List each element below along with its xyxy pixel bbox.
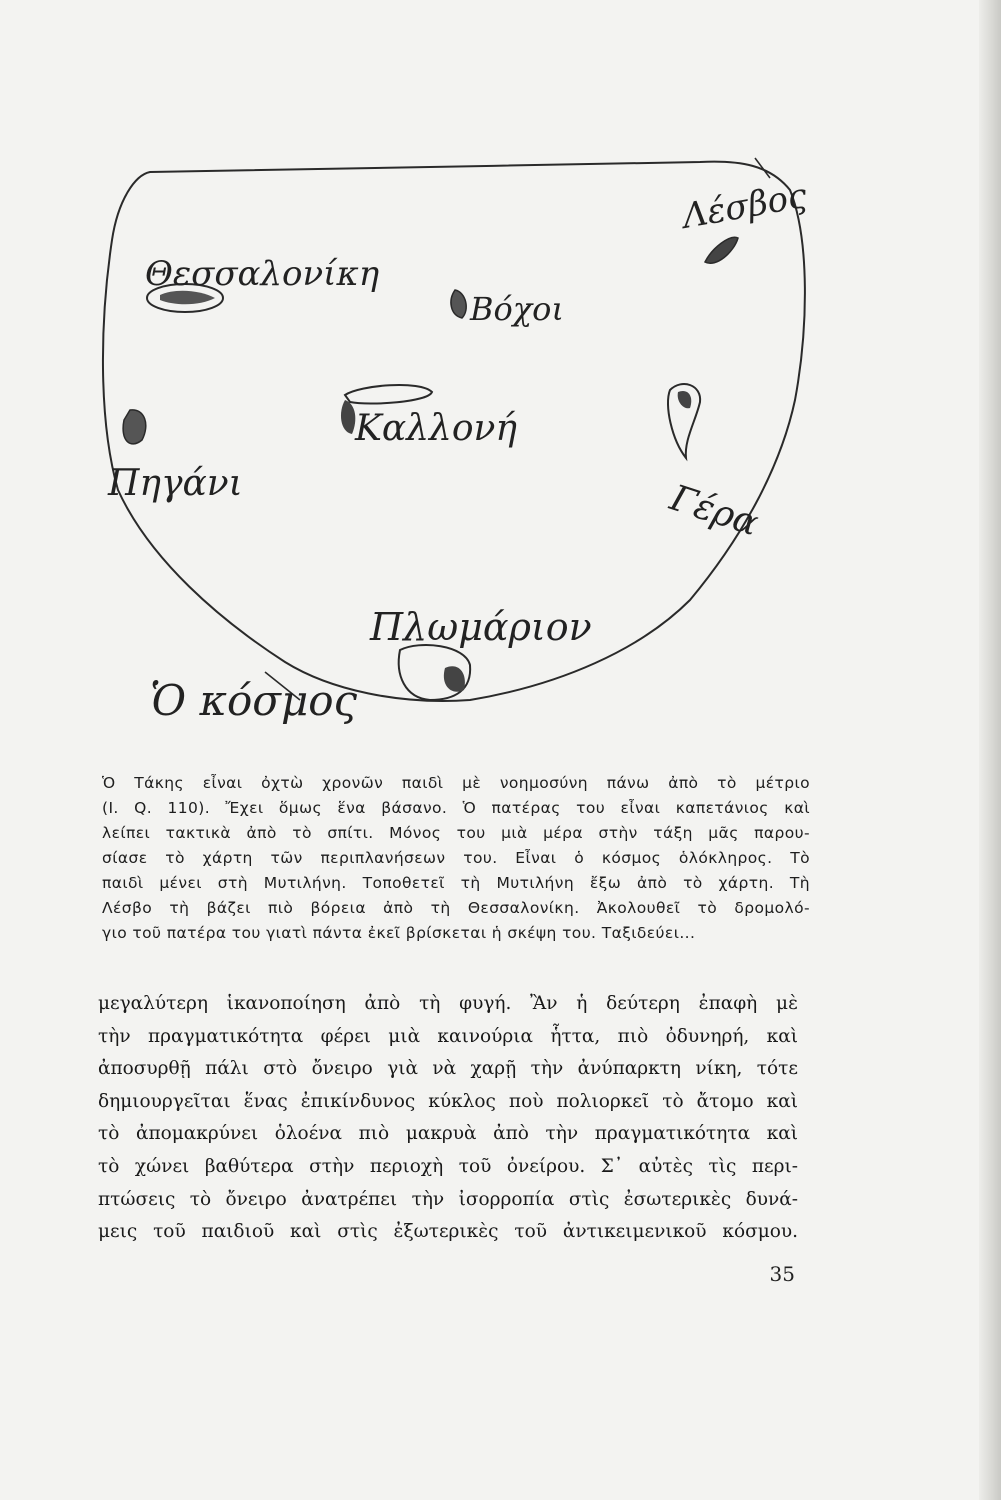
label-gera: Γέρα (665, 477, 764, 545)
body-line: μεγαλύτερη ἱκανοποίηση ἀπὸ τὴ φυγή. Ἂν ἡ δεύτερη ἐπαφὴ μὲ (98, 993, 798, 1014)
page-number: 35 (769, 1262, 795, 1286)
caption-line: λείπει τακτικὰ ἀπὸ τὸ σπίτι. Μόνος του μιὰ μέρα στὴν τάξη μᾶς παρου- (102, 824, 810, 842)
label-pigani: Πηγάνι (108, 463, 243, 504)
caption-line: (I. Q. 110). Ἔχει ὅμως ἕνα βάσανο. Ὁ πατέρας του εἶναι καπετάνιος καὶ (102, 799, 810, 817)
body-line: τὴν πραγματικότητα φέρει μιὰ καινούρια ἧττα, πιὸ ὀδυνηρή, καὶ (98, 1025, 798, 1047)
kalloni-shading (341, 400, 355, 434)
caption-line: γιο τοῦ πατέρα του γιατὶ πάντα ἐκεῖ βρίσκεται ἡ σκέψη του. Ταξιδεύει... (102, 924, 696, 942)
gera-shading (678, 391, 692, 408)
label-vochos: Βόχοι (470, 290, 564, 328)
label-lesvos: Λέσβος (679, 175, 810, 237)
label-thessaloniki: Θεσσαλονίκη (145, 254, 380, 294)
pigani-blob (123, 410, 146, 444)
body-line: μεις τοῦ παιδιοῦ καὶ στὶς ἐξωτερικὲς τοῦ ἀντικειμενικοῦ κόσμου. (98, 1221, 798, 1243)
caption-line: παιδὶ μένει στὴ Μυτιλήνη. Τοποθετεῖ τὴ Μυτιλήνη ἔξω ἀπὸ τὸ χάρτη. Τὴ (102, 874, 810, 892)
body-line: πτώσεις τὸ ὄνειρο ἀνατρέπει τὴν ἰσορροπία στὶς ἐσωτερικὲς δυνά- (98, 1188, 798, 1210)
body-line: τὸ χώνει βαθύτερα στὴν περιοχὴ τοῦ ὀνείρου. Σ᾿ αὐτὲς τὶς περι- (98, 1155, 798, 1177)
lesvos-blob (705, 237, 738, 263)
vochos-blob (451, 290, 466, 318)
drawing-title: Ὁ κόσμος (150, 676, 358, 725)
figure-caption (102, 771, 810, 946)
body-line: ἀποσυρθῇ πάλι στὸ ὄνειρο γιὰ νὰ χαρῇ τὴν ἀνύπαρκτη νίκη, τότε (98, 1058, 798, 1080)
label-kalloni: Καλλονή (355, 408, 517, 449)
body-line: δημιουργεῖται ἕνας ἐπικίνδυνος κύκλος ποὺ πολιορκεῖ τὸ ἄτομο καὶ (98, 1090, 798, 1112)
label-plomarion: Πλωμάριον (370, 605, 592, 649)
caption-line: Λέσβο τὴ βάζει πιὸ βόρεια ἀπὸ τὴ Θεσσαλονίκη. Ἀκολουθεῖ τὸ δρομολό- (102, 899, 810, 917)
caption-line: σίασε τὸ χάρτη τῶν περιπλανήσεων του. Εἶναι ὁ κόσμος ὁλόκληρος. Τὸ (102, 849, 810, 867)
body-paragraph (98, 988, 798, 1249)
body-line: τὸ ἀπομακρύνει ὁλοένα πιὸ μακρυὰ ἀπὸ τὴν πραγματικότητα καὶ (98, 1123, 798, 1145)
plomarion-shading (444, 666, 465, 691)
caption-line: Ὁ Τάκης εἶναι ὀχτὼ χρονῶν παιδὶ μὲ νοημοσύνη πάνω ἀπὸ τὸ μέτριο (102, 774, 810, 792)
kalloni-blob (345, 385, 432, 404)
